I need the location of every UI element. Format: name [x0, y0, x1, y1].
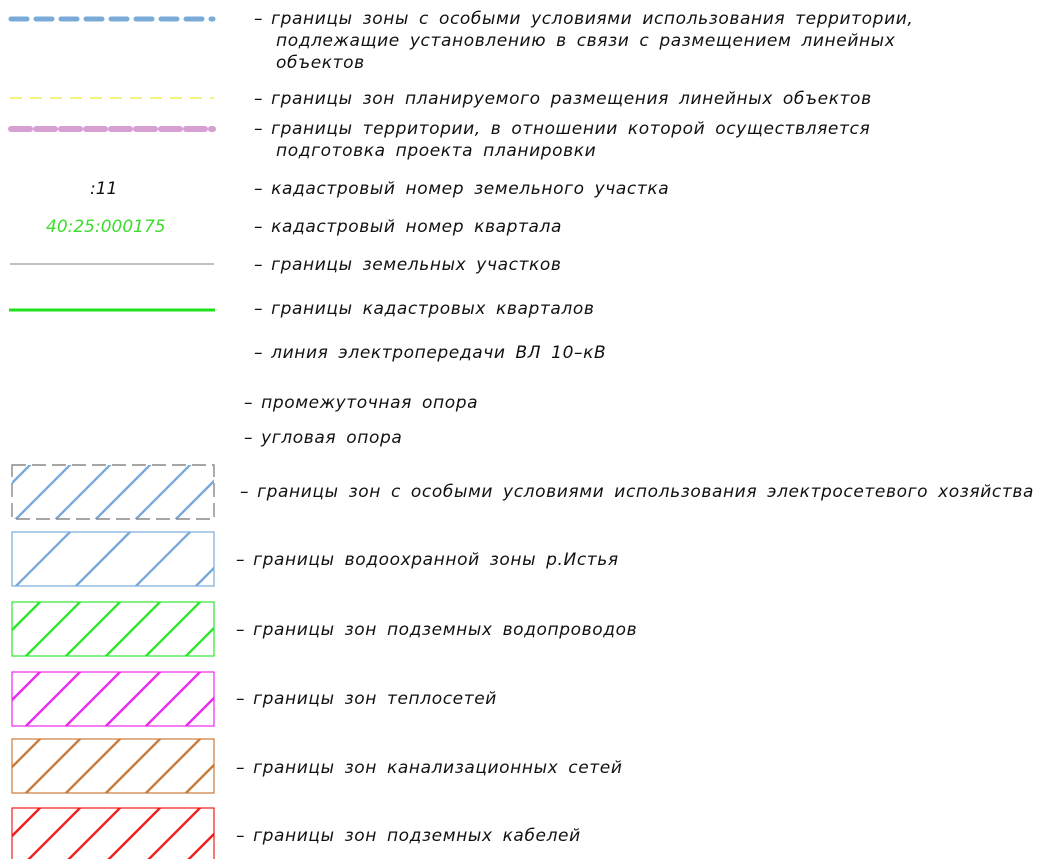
legend-text: границы зон планируемого размещения линейных объектов — [271, 89, 872, 109]
legend-label-special-use-zone-linear — [254, 8, 913, 74]
red-hatched-box-icon — [10, 806, 218, 859]
legend-dash: – — [254, 299, 264, 319]
legend-text: кадастровый номер квартала — [271, 217, 562, 237]
legend-text: границы кадастровых кварталов — [271, 299, 595, 319]
legend-label-linear-objects-zone — [254, 88, 872, 110]
legend-dash: – — [236, 689, 246, 709]
legend-symbol-underground-water-pipes — [10, 600, 218, 660]
legend-label-intermediate-support — [244, 392, 478, 414]
legend-dash: – — [236, 826, 246, 846]
blue-hatched-box-icon — [10, 530, 218, 590]
legend-dash: – — [240, 482, 250, 502]
green-hatched-box-icon — [10, 600, 218, 660]
brown-hatched-box-icon — [10, 737, 218, 797]
legend-dash: – — [254, 119, 264, 139]
legend-label-underground-cables — [236, 825, 581, 847]
legend-label-sewer-networks — [236, 757, 623, 779]
legend-symbol-underground-cables — [10, 806, 218, 859]
yellow-dashed-line-icon — [8, 94, 216, 102]
legend-dash: – — [254, 343, 264, 363]
legend-text: линия электропередачи ВЛ 10–кВ — [271, 343, 607, 363]
legend-symbol-land-plot-number: :11 — [90, 179, 118, 199]
legend-text: границы зон с особыми условиями использования электросетевого хозяйства — [257, 482, 1034, 502]
legend-symbol-planning-territory — [8, 124, 216, 134]
legend-label-power-grid-zone — [240, 481, 1034, 503]
legend-text-line3: объектов — [276, 53, 365, 73]
legend-text: границы водоохранной зоны р.Истья — [253, 550, 619, 570]
legend-label-heating-networks — [236, 688, 497, 710]
legend-label-power-line — [254, 342, 606, 364]
legend-label-land-plot-borders — [254, 254, 562, 276]
legend-symbol-water-protection-zone — [10, 530, 218, 590]
legend-label-planning-territory — [254, 118, 870, 162]
legend-text: границы территории, в отношении которой осуществляется — [271, 119, 871, 139]
legend-label-land-plot-number — [254, 178, 669, 200]
blue-hatched-dashed-box-icon — [10, 463, 218, 523]
legend-dash: – — [254, 217, 264, 237]
legend-label-cadastral-quarter-borders — [254, 298, 595, 320]
legend-text: границы зон подземных водопроводов — [253, 620, 638, 640]
legend-symbol-special-use-zone-linear — [8, 14, 216, 24]
legend-text: границы зон подземных кабелей — [253, 826, 581, 846]
legend-dash: – — [254, 255, 264, 275]
legend-dash: – — [254, 89, 264, 109]
legend-label-underground-water-pipes — [236, 619, 637, 641]
legend-dash: – — [244, 393, 254, 413]
legend-symbol-quarter-number: 40:25:000175 — [46, 217, 166, 237]
legend-symbol-land-plot-borders — [8, 261, 216, 267]
legend-symbol-heating-networks — [10, 670, 218, 730]
legend-text: границы зоны с особыми условиями использования территории, — [271, 9, 914, 29]
legend-dash: – — [236, 550, 246, 570]
legend-symbol-linear-objects-zone — [8, 94, 216, 102]
green-solid-line-icon — [8, 307, 216, 313]
legend-text-line2: подготовка проекта планировки — [276, 141, 597, 161]
blue-dashed-line-icon — [8, 14, 216, 24]
grey-thin-line-icon — [8, 261, 216, 267]
legend-text: границы зон канализационных сетей — [253, 758, 623, 778]
legend-label-quarter-number — [254, 216, 562, 238]
legend-dash: – — [254, 9, 264, 29]
legend-symbol-power-grid-zone — [10, 463, 218, 523]
legend-label-corner-support — [244, 427, 402, 449]
legend-dash: – — [236, 620, 246, 640]
legend-text: угловая опора — [261, 428, 403, 448]
legend-dash: – — [254, 179, 264, 199]
legend-text: границы зон теплосетей — [253, 689, 497, 709]
legend-text-line2: подлежащие установлению в связи с размещением линейных — [276, 31, 896, 51]
magenta-hatched-box-icon — [10, 670, 218, 730]
legend-text: кадастровый номер земельного участка — [271, 179, 670, 199]
legend-label-water-protection-zone — [236, 549, 619, 571]
legend-symbol-cadastral-quarter-borders — [8, 307, 216, 313]
pink-dashed-line-icon — [8, 124, 216, 134]
legend-symbol-sewer-networks — [10, 737, 218, 797]
legend-text: границы земельных участков — [271, 255, 562, 275]
legend-dash: – — [236, 758, 246, 778]
legend-text: промежуточная опора — [261, 393, 479, 413]
legend-dash: – — [244, 428, 254, 448]
